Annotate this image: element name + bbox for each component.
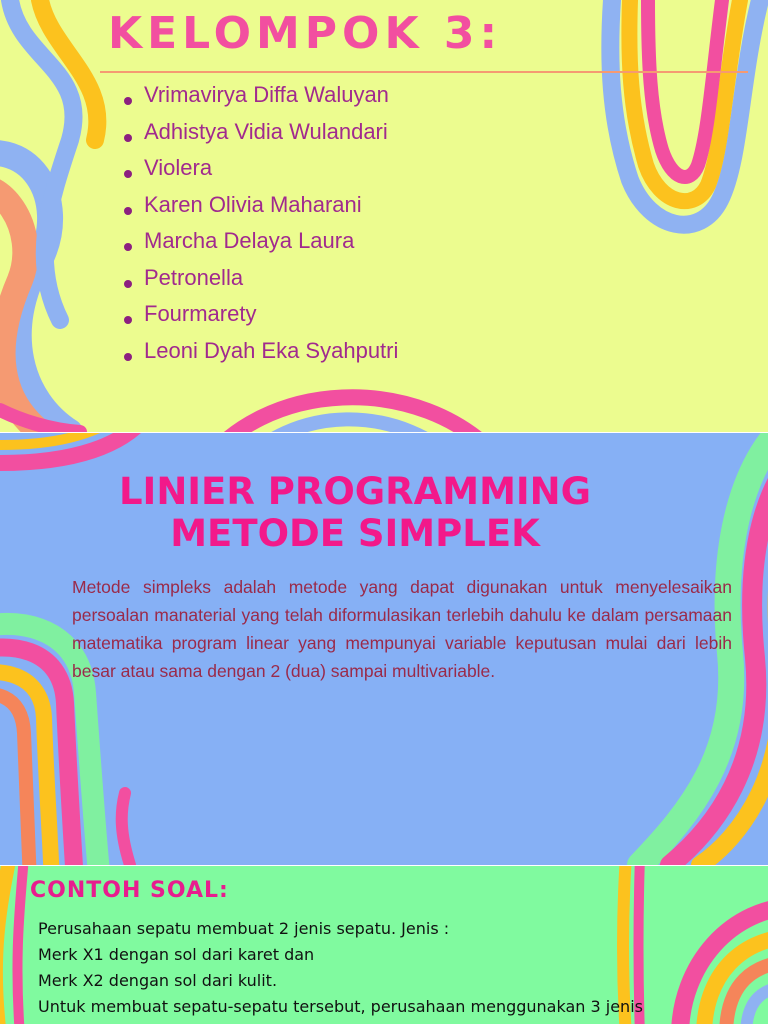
member-name: Leoni Dyah Eka Syahputri [144, 337, 399, 363]
bullet-icon [124, 243, 132, 251]
bullet-icon [124, 207, 132, 215]
title-line-2: METODE SIMPLEK [170, 512, 540, 555]
list-item [122, 114, 398, 151]
text-line: Untuk membuat sepatu-sepatu tersebut, perusahaan menggunakan 3 jenis [38, 997, 643, 1016]
slide-example-problem [0, 866, 768, 1024]
bullet-icon [124, 170, 132, 178]
text-line: Merk X2 dengan sol dari kulit. [38, 971, 278, 990]
member-list [122, 77, 398, 369]
problem-text [38, 916, 738, 1020]
text-line: Merk X1 dengan sol dari karet dan [38, 945, 315, 964]
text-line: Perusahaan sepatu membuat 2 jenis sepatu. Jenis : [38, 919, 450, 938]
list-item [122, 260, 398, 297]
slide-title: CONTOH SOAL: [30, 878, 229, 903]
member-name: Adhistya Vidia Wulandari [144, 118, 388, 144]
description-paragraph: Metode simpleks adalah metode yang dapat digunakan untuk menyelesaikan persoalan manaterial yang telah diformulasikan terlebih dahulu ke dalam persamaan matematika program linear yang mempunyai variable keputusan mulai dari lebih besar atau sama dengan 2 (dua) sampai multivariable. [72, 577, 732, 681]
member-name: Fourmarety [144, 301, 257, 326]
bullet-icon [124, 134, 132, 142]
list-item [122, 296, 398, 333]
slide-group-members [0, 0, 768, 432]
bullet-icon [124, 353, 132, 361]
list-item [122, 77, 398, 114]
member-name: Violera [144, 155, 213, 180]
member-name: Karen Olivia Maharani [144, 191, 362, 217]
bullet-icon [124, 97, 132, 105]
list-item [122, 150, 398, 187]
bullet-icon [124, 280, 132, 288]
list-item [122, 187, 398, 224]
title-line-1: LINIER PROGRAMMING [118, 470, 592, 513]
member-name: Marcha Delaya Laura [144, 228, 355, 253]
member-name: Petronella [144, 264, 244, 290]
slide-title: KELOMPOK 3: [108, 8, 503, 59]
member-name: Vrimavirya Diffa Waluyan [144, 82, 389, 107]
title-divider [100, 71, 748, 73]
list-item [122, 223, 398, 260]
list-item [122, 333, 398, 370]
slide-title [0, 471, 710, 555]
slide-simplex-method [0, 433, 768, 865]
bullet-icon [124, 316, 132, 324]
